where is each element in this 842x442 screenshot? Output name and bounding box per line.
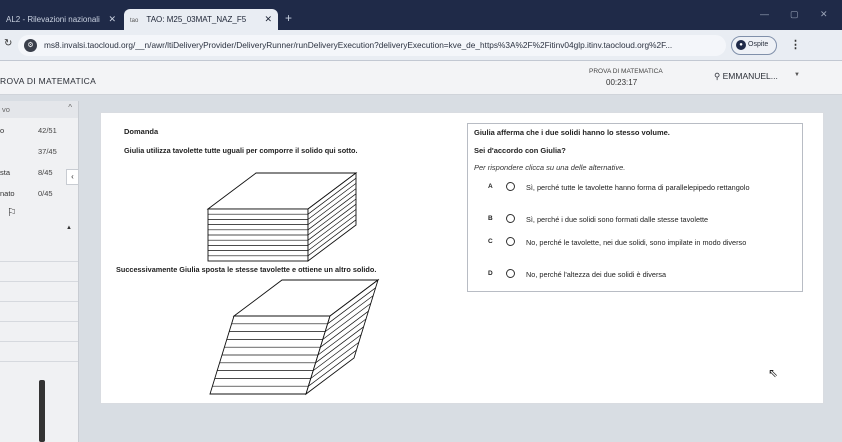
choice-text: Sì, perché tutte le tavolette hanno forma di parallelepipedo rettangolo [526,183,750,192]
sidebar-row-count: 0/45 [38,189,53,198]
solid-straight-stack-image [206,171,366,263]
chevron-down-icon: ▼ [794,72,800,78]
minimize-icon[interactable]: — [760,9,769,19]
app-title: ROVA DI MATEMATICA [0,76,97,86]
sidebar-row-count: 42/51 [38,126,57,135]
sidebar-row-name: sta [0,168,11,177]
user-name: EMMANUEL... [722,71,778,81]
sidebar-row[interactable] [0,183,78,204]
tab-label: AL2 - Rilevazioni nazionali [6,15,100,24]
site-info-icon[interactable]: ⚙ [24,39,37,52]
question-area [100,112,824,404]
solid-slanted-stack-image [206,278,386,396]
user-icon: ⚲ [714,71,721,81]
url-text: ms8.invalsi.taocloud.org/__n/awr/ltiDeliveryProvider/DeliveryRunner/runDeliveryExecution?deliveryExecution=kve_de_https%3A%2F%2Fitinv04glp.itinv.taocloud.org%2F... [44,40,673,50]
tao-favicon-icon: tao [130,18,139,24]
profile-button[interactable] [731,36,777,55]
sidebar [0,101,79,442]
maximize-icon[interactable]: ▢ [790,9,799,19]
choice-letter: B [488,215,493,222]
new-tab-icon[interactable]: + [285,11,293,25]
chevron-left-icon: ‹ [71,172,74,181]
url-field[interactable] [18,35,726,56]
divider [0,281,78,283]
chevron-up-icon[interactable]: ^ [68,103,72,112]
answer-panel [467,123,803,292]
collapse-sidebar-button[interactable] [66,169,79,185]
sidebar-row-name: o [0,126,5,135]
divider [0,361,78,363]
app-header [0,61,842,95]
answer-panel-title: Giulia afferma che i due solidi hanno lo stesso volume. [474,128,670,137]
close-window-icon[interactable]: ✕ [820,9,828,19]
user-menu[interactable] [714,71,800,82]
sidebar-header [0,101,78,118]
choice-text: No, perché l'altezza dei due solidi è diversa [526,270,667,279]
divider [0,321,78,323]
choice-text: No, perché le tavolette, nei due solidi, sono impilate in modo diverso [526,238,747,247]
choice-letter: A [488,183,493,190]
choice-c-radio[interactable] [506,237,515,246]
close-tab-icon[interactable]: ✕ [108,14,116,24]
choice-d-radio[interactable] [506,269,515,278]
mouse-cursor-icon: ⇖ [768,366,779,380]
reload-icon[interactable]: ↻ [4,38,13,49]
flag-icon[interactable]: ⚐ [7,207,17,219]
close-tab-icon[interactable]: ✕ [264,14,272,24]
choice-text: Sì, perché i due solidi sono formati dalle stesse tavolette [526,215,709,224]
divider [0,341,78,343]
answer-panel-instruction: Per rispondere clicca su una delle alternative. [474,163,626,172]
choice-a-radio[interactable] [506,182,515,191]
timer: 00:23:17 [606,78,638,87]
sidebar-row-name: nato [0,189,15,198]
profile-label: Ospite [748,41,769,48]
tab-label: TAO: M25_03MAT_NAZ_F5 [146,15,247,24]
choice-b-radio[interactable] [506,214,515,223]
test-label: PROVA DI MATEMATICA [589,68,663,75]
divider [0,261,78,263]
choice-letter: C [488,238,493,245]
sidebar-header-label: vo [2,105,10,114]
question-label: Domanda [124,127,159,136]
sidebar-row[interactable] [0,141,78,162]
choice-letter: D [488,270,493,277]
sidebar-row[interactable] [0,120,78,141]
browser-tab-bar [0,0,842,30]
chevron-up-icon[interactable]: ▲ [66,225,72,231]
browser-tab-rilevazioni[interactable] [0,9,122,30]
divider [0,301,78,303]
scrollbar[interactable] [39,380,45,442]
question-text-2: Successivamente Giulia sposta le stesse tavolette e ottiene un altro solido. [116,265,377,274]
browser-menu-icon[interactable]: ⋮ [790,39,801,51]
browser-tab-tao[interactable] [124,9,278,30]
address-bar [0,30,842,61]
sidebar-row-count: 8/45 [38,168,53,177]
sidebar-row-count: 37/45 [38,147,57,156]
question-text-1: Giulia utilizza tavolette tutte uguali per comporre il solido qui sotto. [124,146,358,155]
answer-panel-question: Sei d'accordo con Giulia? [474,146,566,155]
user-icon: ● [736,40,746,50]
